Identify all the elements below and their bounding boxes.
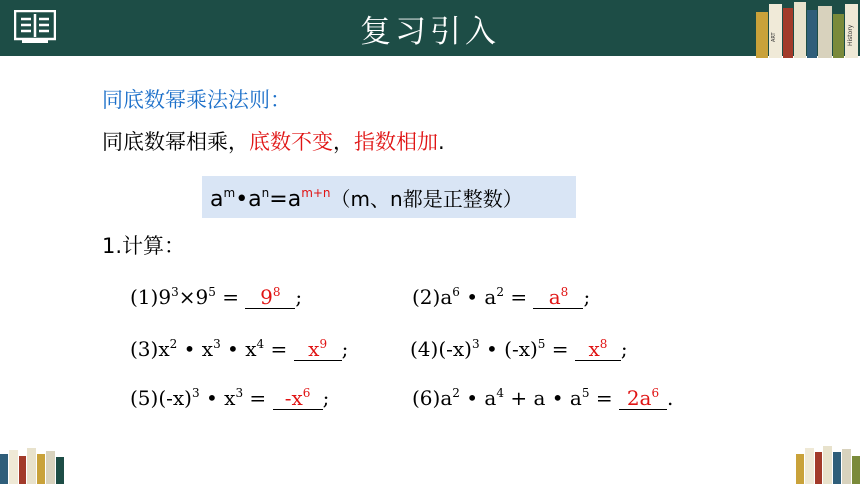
q-exp: 2 <box>452 386 460 400</box>
problem-label: (5) <box>130 386 159 410</box>
answer-exp: 9 <box>319 337 328 351</box>
q-text: x <box>158 337 170 361</box>
q-text: (-x) <box>438 337 472 361</box>
formula <box>210 183 523 212</box>
q-text: • (-x) <box>479 337 538 361</box>
formula-base-1: a <box>210 187 224 212</box>
q-exp: 2 <box>496 285 504 299</box>
q-text: = <box>504 285 528 309</box>
q-text: • x <box>220 337 257 361</box>
q-end: ; <box>295 285 303 309</box>
q-end: ; <box>620 337 628 361</box>
q-end: ; <box>341 337 349 361</box>
q-text: a <box>440 285 453 309</box>
header-bar <box>0 0 860 56</box>
bookshelf-bottom-left-icon <box>0 448 66 484</box>
bookshelf-bottom-right-icon <box>796 446 860 484</box>
q-exp: 5 <box>208 285 216 299</box>
q-exp: 3 <box>472 337 480 351</box>
q-exp: 3 <box>192 386 200 400</box>
problem-label: (6) <box>412 386 441 410</box>
rule-heading: 同底数幂乘法法则： <box>102 88 291 112</box>
q-text: = <box>215 285 239 309</box>
bookshelf-icon <box>752 2 860 58</box>
problem-2 <box>412 281 590 309</box>
q-text: + a • a <box>504 386 582 410</box>
q-exp: 5 <box>581 386 590 400</box>
q-text: = <box>264 337 288 361</box>
problem-4 <box>410 333 628 361</box>
problem-5 <box>130 382 329 410</box>
answer-blank <box>575 333 621 361</box>
q-exp: 3 <box>213 337 221 351</box>
formula-result: =a <box>269 187 302 212</box>
exercise-title: 1.计算： <box>102 234 186 258</box>
problem-6 <box>412 382 673 410</box>
answer-exp: 8 <box>272 285 281 299</box>
answer-base: x <box>588 337 600 361</box>
answer-blank <box>245 281 295 309</box>
problem-label: (1) <box>130 285 159 309</box>
q-exp: 6 <box>452 285 460 299</box>
answer-base: 2a <box>626 386 652 410</box>
q-text: = <box>243 386 267 410</box>
book-label-history: History <box>847 24 854 46</box>
formula-dot: • <box>235 187 249 212</box>
answer-base: -x <box>284 386 303 410</box>
answer-base: 9 <box>260 285 273 309</box>
answer-exp: 8 <box>599 337 608 351</box>
problem-3 <box>130 333 348 361</box>
q-end: . <box>666 386 674 410</box>
q-exp: 4 <box>256 337 265 351</box>
formula-exp-1: m <box>223 186 236 200</box>
q-end: ; <box>322 386 330 410</box>
q-exp: 2 <box>169 337 178 351</box>
answer-blank <box>619 382 667 410</box>
answer-blank <box>533 281 583 309</box>
problem-1 <box>130 281 302 309</box>
q-text: a <box>440 386 453 410</box>
q-text: • a <box>459 386 497 410</box>
problem-label: (4) <box>410 337 439 361</box>
answer-blank <box>273 382 323 410</box>
q-exp: 5 <box>537 337 546 351</box>
q-text: • x <box>199 386 236 410</box>
answer-exp: 6 <box>651 386 660 400</box>
q-text: 9 <box>158 285 172 309</box>
formula-exp-sum: m+n <box>301 186 331 200</box>
problem-label: (3) <box>130 337 159 361</box>
q-exp: 4 <box>496 386 504 400</box>
rule-suffix: . <box>438 130 445 154</box>
q-text: ×9 <box>178 285 209 309</box>
q-exp: 3 <box>235 386 244 400</box>
rule-exponents-add: 指数相加 <box>354 130 438 154</box>
page-title: 复习引入 <box>360 14 500 50</box>
answer-exp: 6 <box>302 386 311 400</box>
q-end: ; <box>583 285 591 309</box>
q-text: (-x) <box>158 386 192 410</box>
rule-base-unchanged: 底数不变 <box>249 130 333 154</box>
q-text: = <box>589 386 613 410</box>
formula-base-2: a <box>248 187 262 212</box>
answer-base: a <box>548 285 561 309</box>
book-label-art: ART <box>771 32 777 42</box>
problem-label: (2) <box>412 285 441 309</box>
answer-exp: 8 <box>560 285 569 299</box>
formula-exp-2: n <box>261 186 270 200</box>
q-text: • x <box>177 337 214 361</box>
answer-base: x <box>308 337 320 361</box>
rule-statement <box>102 126 445 156</box>
answer-blank <box>294 333 342 361</box>
q-text: = <box>545 337 569 361</box>
formula-note: （m、n都是正整数） <box>330 187 523 211</box>
q-exp: 3 <box>171 285 179 299</box>
q-text: • a <box>459 285 497 309</box>
formula-box <box>202 176 576 218</box>
rule-separator: ， <box>333 130 354 154</box>
rule-prefix: 同底数幂相乘， <box>102 130 249 154</box>
